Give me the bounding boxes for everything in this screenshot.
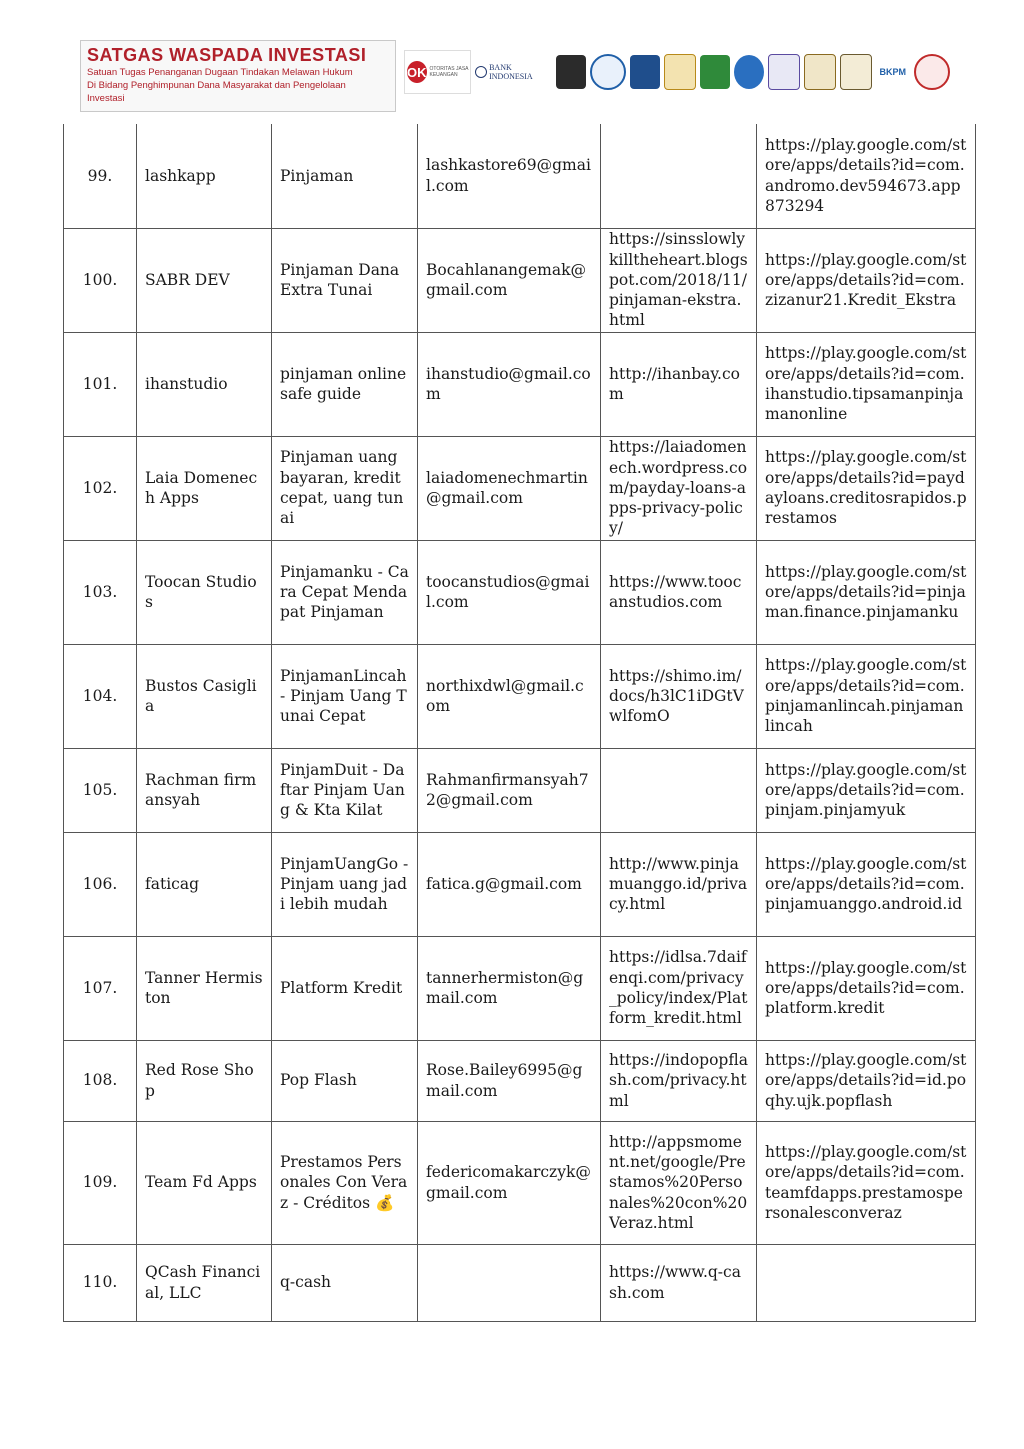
app-name: Pinjaman uang bayaran, kredit cepat, uang tunai	[272, 436, 418, 540]
developer-name: Team Fd Apps	[137, 1121, 272, 1244]
play-store-url	[757, 1244, 976, 1321]
app-name: PinjamDuit - Daftar Pinjam Uang & Kta Kilat	[272, 748, 418, 832]
row-number: 104.	[64, 644, 137, 748]
table-row	[64, 936, 976, 1040]
contact-email	[418, 1244, 601, 1321]
website-url	[601, 748, 757, 832]
developer-name: faticag	[137, 832, 272, 936]
play-store-url: https://play.google.com/store/apps/details?id=com.andromo.dev594673.app873294	[757, 124, 976, 228]
row-number: 103.	[64, 540, 137, 644]
ojk-logo	[404, 50, 471, 94]
header-title: SATGAS WASPADA INVESTASI	[87, 45, 367, 65]
app-name: Platform Kredit	[272, 936, 418, 1040]
play-store-url: https://play.google.com/store/apps/details?id=com.pinjam.pinjamyuk	[757, 748, 976, 832]
contact-email: ihanstudio@gmail.com	[418, 332, 601, 436]
bi-logo-text: BANK INDONESIA	[489, 63, 533, 81]
developer-name: SABR DEV	[137, 228, 272, 332]
contact-email: laiadomenechmartin@gmail.com	[418, 436, 601, 540]
row-number: 106.	[64, 832, 137, 936]
play-store-url: https://play.google.com/store/apps/details?id=id.poqhy.ujk.popflash	[757, 1040, 976, 1121]
kemenag-emblem-icon	[700, 55, 730, 89]
developer-name: Laia Domenech Apps	[137, 436, 272, 540]
play-store-url: https://play.google.com/store/apps/details?id=com.pinjamanlincah.pinjamanlincah	[757, 644, 976, 748]
website-url: https://indopopflash.com/privacy.html	[601, 1040, 757, 1121]
play-store-url: https://play.google.com/store/apps/details?id=pinjaman.finance.pinjamanku	[757, 540, 976, 644]
contact-email: toocanstudios@gmail.com	[418, 540, 601, 644]
bi-logo	[475, 50, 551, 94]
row-number: 107.	[64, 936, 137, 1040]
contact-email: Bocahlanangemak@gmail.com	[418, 228, 601, 332]
play-store-url: https://play.google.com/store/apps/details?id=com.zizanur21.Kredit_Ekstra	[757, 228, 976, 332]
play-store-url: https://play.google.com/store/apps/details?id=com.platform.kredit	[757, 936, 976, 1040]
investment-alert-table	[63, 124, 976, 1322]
app-name: Pinjamanku - Cara Cepat Mendapat Pinjaman	[272, 540, 418, 644]
play-store-url: https://play.google.com/store/apps/details?id=com.ihanstudio.tipsamanpinjamanonline	[757, 332, 976, 436]
contact-email: Rahmanfirmansyah72@gmail.com	[418, 748, 601, 832]
app-name: pinjaman online safe guide	[272, 332, 418, 436]
play-store-url: https://play.google.com/store/apps/details?id=paydayloans.creditosrapidos.prestamos	[757, 436, 976, 540]
kejaksaan-emblem-icon	[804, 54, 836, 90]
document-header	[80, 40, 950, 114]
app-name: PinjamanLincah - Pinjam Uang Tunai Cepat	[272, 644, 418, 748]
developer-name: Toocan Studios	[137, 540, 272, 644]
row-number: 101.	[64, 332, 137, 436]
play-store-url: https://play.google.com/store/apps/details?id=com.pinjamuanggo.android.id	[757, 832, 976, 936]
contact-email: federicomakarczyk@gmail.com	[418, 1121, 601, 1244]
table-row	[64, 540, 976, 644]
contact-email: fatica.g@gmail.com	[418, 832, 601, 936]
header-subtitle-line1: Satuan Tugas Penanganan Dugaan Tindakan Melawan Hukum	[87, 67, 353, 78]
app-name: PinjamUangGo - Pinjam uang jadi lebih mudah	[272, 832, 418, 936]
agency-logos	[404, 44, 950, 100]
kemendag-emblem-icon	[630, 55, 660, 89]
row-number: 100.	[64, 228, 137, 332]
table-row	[64, 748, 976, 832]
ojk-mark-icon: OK	[407, 61, 427, 83]
website-url: https://shimo.im/docs/h3lC1iDGtVwlfomO	[601, 644, 757, 748]
table-row	[64, 1244, 976, 1321]
table-row	[64, 644, 976, 748]
garuda-emblem-icon	[664, 54, 696, 90]
row-number: 109.	[64, 1121, 137, 1244]
developer-name: QCash Financial, LLC	[137, 1244, 272, 1321]
agency-emblem-icon	[556, 55, 586, 89]
polri-emblem-icon	[840, 54, 872, 90]
kemenperin-emblem-icon	[768, 54, 800, 90]
kemenkop-emblem-icon	[914, 54, 950, 90]
table-row	[64, 436, 976, 540]
website-url: https://www.q-cash.com	[601, 1244, 757, 1321]
bi-emblem-icon	[475, 66, 487, 78]
website-url: https://www.toocanstudios.com	[601, 540, 757, 644]
kominfo-emblem-icon	[590, 54, 626, 90]
developer-name: lashkapp	[137, 124, 272, 228]
app-name: Pinjaman	[272, 124, 418, 228]
contact-email: lashkastore69@gmail.com	[418, 124, 601, 228]
app-name: Pop Flash	[272, 1040, 418, 1121]
table-row	[64, 332, 976, 436]
website-url: https://laiadomenech.wordpress.com/payday-loans-apps-privacy-policy/	[601, 436, 757, 540]
table-row	[64, 1121, 976, 1244]
developer-name: Tanner Hermiston	[137, 936, 272, 1040]
row-number: 110.	[64, 1244, 137, 1321]
website-url: http://ihanbay.com	[601, 332, 757, 436]
developer-name: Red Rose Shop	[137, 1040, 272, 1121]
kemendikbud-emblem-icon	[734, 55, 764, 89]
app-name: Prestamos Personales Con Veraz - Créditos 💰	[272, 1121, 418, 1244]
play-store-url: https://play.google.com/store/apps/details?id=com.teamfdapps.prestamospersonalesconveraz	[757, 1121, 976, 1244]
satgas-logo-box	[80, 40, 396, 112]
bkpm-logo: BKPM	[879, 67, 907, 77]
table-row	[64, 1040, 976, 1121]
website-url: http://www.pinjamuanggo.id/privacy.html	[601, 832, 757, 936]
app-name: Pinjaman Dana Extra Tunai	[272, 228, 418, 332]
header-subtitle-line3: Investasi	[87, 93, 125, 104]
developer-name: ihanstudio	[137, 332, 272, 436]
table-row	[64, 124, 976, 228]
website-url	[601, 124, 757, 228]
row-number: 105.	[64, 748, 137, 832]
contact-email: Rose.Bailey6995@gmail.com	[418, 1040, 601, 1121]
contact-email: northixdwl@gmail.com	[418, 644, 601, 748]
developer-name: Rachman firmansyah	[137, 748, 272, 832]
website-url: https://sinsslowlykilltheheart.blogspot.com/2018/11/pinjaman-ekstra.html	[601, 228, 757, 332]
table-row	[64, 228, 976, 332]
contact-email: tannerhermiston@gmail.com	[418, 936, 601, 1040]
ojk-text: OTORITAS JASA KEUANGAN	[429, 66, 469, 78]
header-subtitle-line2: Di Bidang Penghimpunan Dana Masyarakat dan Pengelolaan	[87, 80, 346, 91]
website-url: https://idlsa.7daifenqi.com/privacy_policy/index/Platform_kredit.html	[601, 936, 757, 1040]
row-number: 99.	[64, 124, 137, 228]
app-name: q-cash	[272, 1244, 418, 1321]
row-number: 108.	[64, 1040, 137, 1121]
table-row	[64, 832, 976, 936]
developer-name: Bustos Casiglia	[137, 644, 272, 748]
website-url: http://appsmoment.net/google/Prestamos%20Personales%20con%20Veraz.html	[601, 1121, 757, 1244]
row-number: 102.	[64, 436, 137, 540]
